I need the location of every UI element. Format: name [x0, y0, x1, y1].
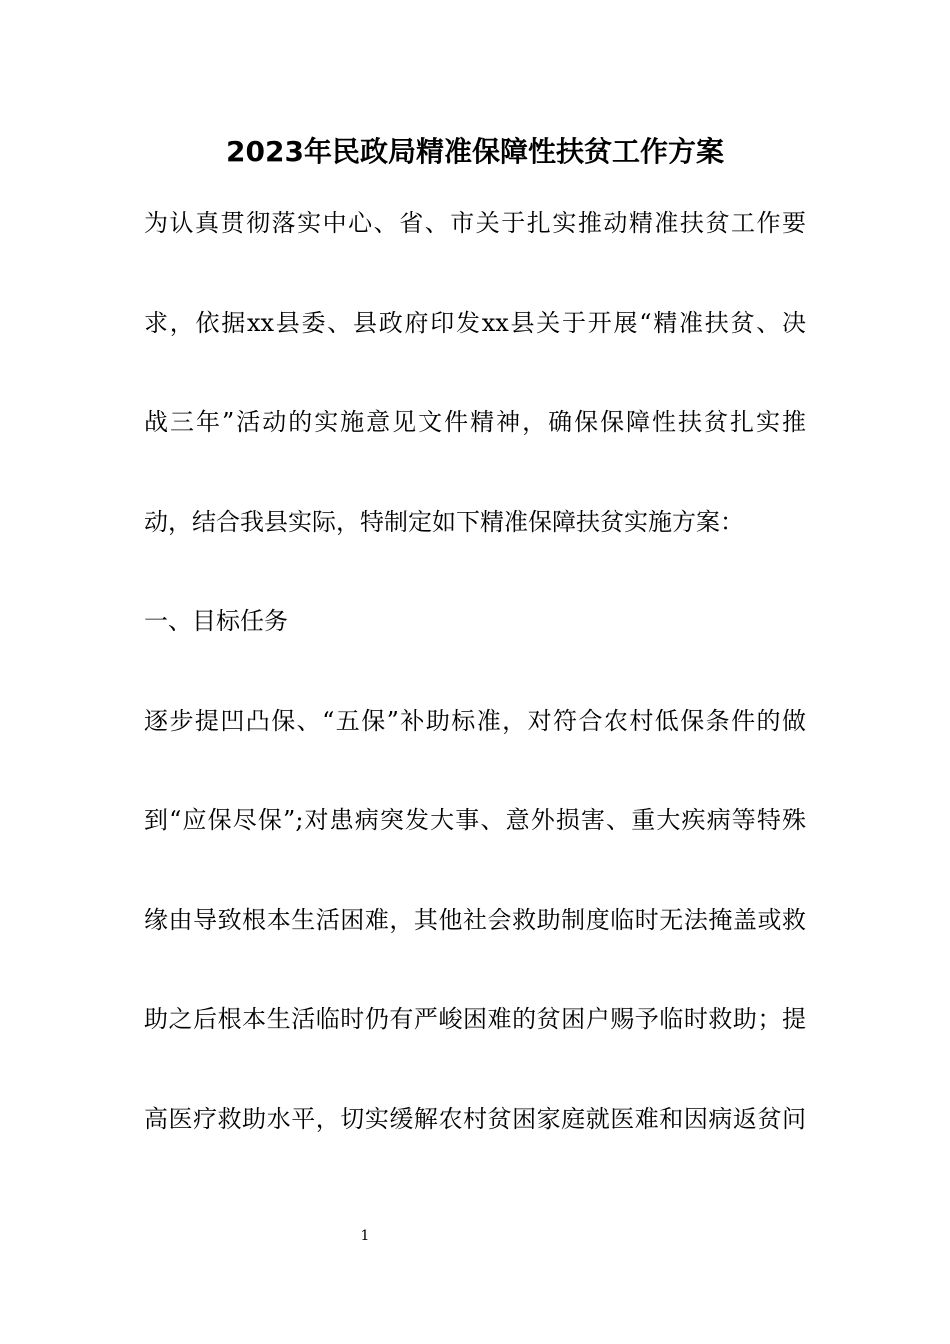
- document-title: 2023年民政局精准保障性扶贫工作方案: [226, 135, 724, 168]
- page-number: 1: [360, 1228, 370, 1244]
- paragraph-2-line-2: 到“应保尽保”;对患病突发大事、意外损害、重大疾病等特殊: [144, 806, 806, 834]
- paragraph-2-line-1: 逐步提凹凸保、“五保”补助标准，对符合农村低保条件的做: [144, 707, 806, 735]
- paragraph-2-line-3: 缘由导致根本生活困难，其他社会救助制度临时无法掩盖或救: [144, 906, 806, 934]
- paragraph-1-line-1: 为认真贯彻落实中心、省、市关于扎实推动精准扶贫工作要: [144, 209, 806, 237]
- section-heading-goals: 一、目标任务: [144, 607, 288, 635]
- paragraph-1-line-3: 战三年”活动的实施意见文件精神，确保保障性扶贫扎实推: [144, 408, 806, 436]
- paragraph-2-line-5: 高医疗救助水平，切实缓解农村贫困家庭就医难和因病返贫问: [144, 1105, 806, 1133]
- paragraph-2-line-4: 助之后根本生活临时仍有严峻困难的贫困户赐予临时救助；提: [144, 1005, 806, 1033]
- paragraph-1-line-2: 求，依据xx县委、县政府印发xx县关于开展“精准扶贫、决: [144, 309, 806, 337]
- paragraph-1-line-4: 动，结合我县实际，特制定如下精准保障扶贫实施方案：: [144, 508, 744, 536]
